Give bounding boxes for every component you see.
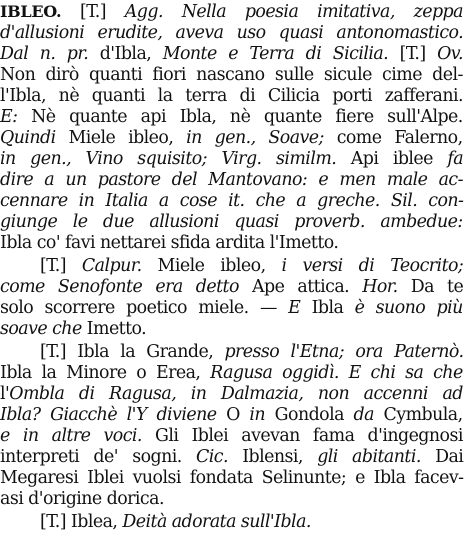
text-segment: solo scorrere poetico miele. — [0,298,289,318]
entry-line [0,489,164,510]
text-segment: Miele ibleo, [141,256,282,276]
text-segment: E [288,298,301,318]
entry-line [0,426,463,447]
text-segment: Non dirò quanti fiori nascano sulle sicule cime del- [0,65,463,85]
text-segment: Nè quante api Ibla, nè quante fiere sull'Alpe. [17,107,463,127]
entry-line [0,86,463,107]
text-segment: fa [447,149,464,169]
text-segment: soave che [0,319,82,339]
text-segment: Da te [397,277,464,297]
text-segment: Cic. [196,447,228,467]
text-segment: Falerno, [394,128,463,148]
entry-line [0,363,463,384]
text-segment: è suono più [354,298,463,318]
entry-line [0,23,463,44]
text-segment: come [323,128,395,148]
entry-line [0,405,463,426]
text-segment: Miele ibleo, [55,128,187,148]
entry-line [0,107,463,128]
text-segment: in gen., Soave; [186,128,324,148]
text-segment: Dal n. pr. [0,44,89,64]
text-segment: [T.] Ibla la Grande, [40,342,225,362]
text-segment: l' [0,384,10,404]
text-segment: [T.] [61,2,125,22]
text-segment: Ragusa oggidì. E chi sa che [210,363,463,383]
text-segment: Dai [420,447,464,467]
text-segment: d'allusioni erudite, aveva uso quasi antonomastico. [0,23,464,43]
text-segment: O [216,405,250,425]
text-segment: Gli Iblei avevan fama d'ingegnosi [141,426,463,446]
text-segment: Quindi [0,128,56,148]
entry-line [0,149,463,170]
entry-line [0,233,338,254]
entry-line [0,170,463,191]
text-segment: dire a un pastore del Mantovano: e men male ac- [0,170,463,190]
entry-line [0,191,463,212]
text-segment: Deità adorata sull'Ibla. [122,512,311,532]
text-segment [344,342,355,362]
entry-line [0,2,463,23]
entry-line [0,44,463,65]
text-segment: ora Paternò. [355,342,464,362]
text-segment: Ibla [300,298,355,318]
text-segment: Ibla? Giacchè l'Y diviene [0,405,217,425]
text-segment: [T.] [40,256,82,276]
text-segment: Imetto. [81,319,147,339]
entry-line [40,342,464,363]
text-segment: Ibla la Minore o Erea, [0,363,211,383]
text-segment: [T.] [388,44,438,64]
text-segment: Agg. Nella poesia imitativa, zeppa [124,2,463,22]
headword: IBLEO. [0,2,62,21]
entry-line [0,298,463,319]
text-segment: Megaresi Iblei vuolsi fondata Selinunte; e Ibla facev- [0,468,464,488]
text-segment: in gen., Vino squisito; Virg. similm. [0,149,337,169]
entry-line [40,256,463,277]
text-segment: Cymbula, [373,405,463,425]
text-segment: Ibla co' favi nettarei sfida ardita l'Imetto. [0,233,339,253]
text-segment: i versi di Teocrito; [281,256,464,276]
entry-line [0,65,463,86]
text-segment: Ov. [437,44,463,64]
text-segment: asi d'origine dorica. [0,489,164,509]
text-segment: interpreti de' sogni. [0,447,197,467]
entry-line [0,277,463,298]
text-segment: Ombla di Ragusa, in Dalmazia, non accenni ad [9,384,463,404]
text-segment: Ape attica. [238,277,363,297]
text-segment: in [249,405,266,425]
text-segment: l'Ibla, nè quanti la terra di Cilicia porti zafferani. [0,86,463,106]
text-segment: Api iblee [336,149,448,169]
text-segment: [T.] Iblea, [40,512,123,532]
text-segment: Gondola [265,405,354,425]
text-segment: Iblensi, [227,447,318,467]
text-segment: presso l'Etna; [224,342,345,362]
text-segment: giunge le due allusioni quasi proverb. ambedue: [0,212,463,232]
text-segment: Calpur. [81,256,142,276]
entry-line [0,447,463,468]
text-segment: e in altre voci. [0,426,142,446]
text-segment: Monte e Terra di Sicilia. [162,44,389,64]
entry-line [0,468,463,489]
text-segment: Hor. [362,277,398,297]
entry-line [0,212,463,233]
text-segment: E: [0,107,18,127]
text-segment: gli abitanti. [317,447,421,467]
entry-line [0,319,146,340]
text-segment: d'Ibla, [88,44,163,64]
text-segment: da [353,405,374,425]
text-segment: cennare in Italia a cose it. che a greche. Sil. con- [0,191,464,211]
entry-line [40,512,311,533]
text-segment: come Senofonte era detto [0,277,239,297]
entry-line [0,384,463,405]
entry-line [0,128,463,149]
